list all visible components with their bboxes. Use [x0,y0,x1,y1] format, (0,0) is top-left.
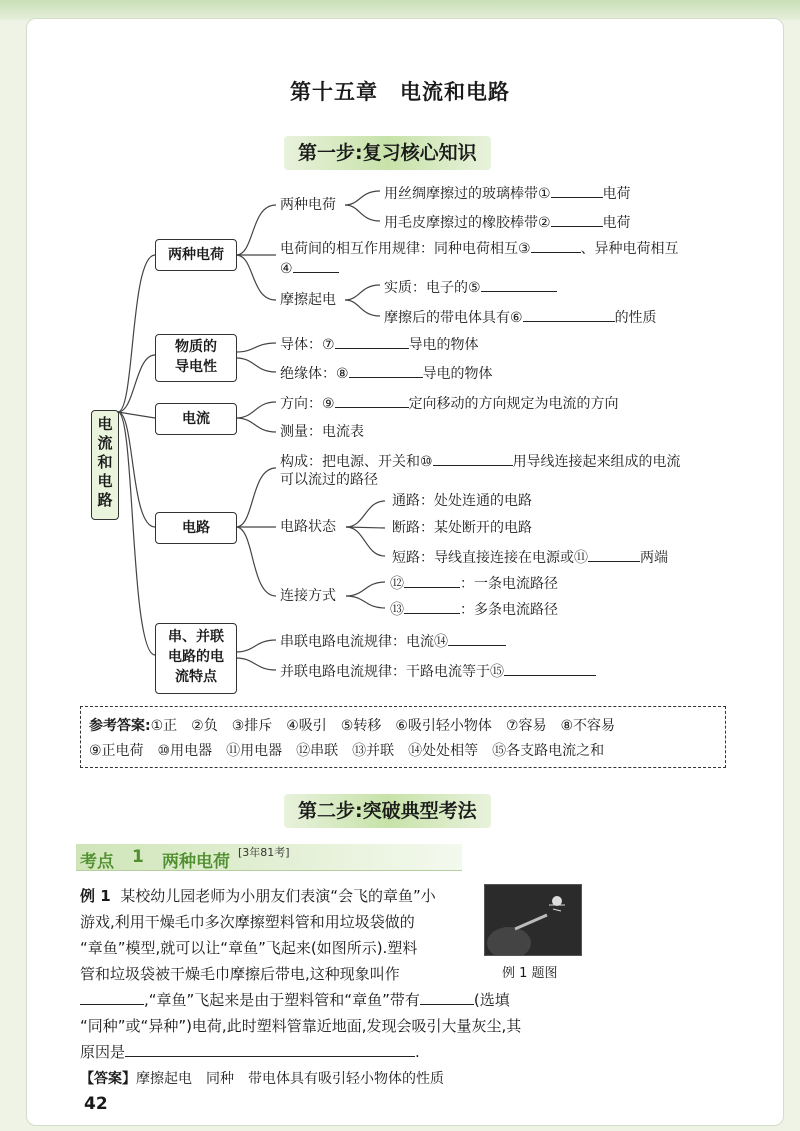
answer-blank [523,307,615,322]
leaf-text: ⑬ [390,602,404,618]
example-answer [80,1068,444,1088]
example-line-1 [80,885,436,906]
leaf-text: 导体：⑦ [280,337,335,353]
answer-blank [481,277,557,292]
branch-current: 电流 [155,403,237,435]
root-node [91,410,119,520]
example-text: ,“章鱼”飞起来是由于塑料管和“章鱼”带有 [144,991,420,1009]
leaf-charged-property [384,307,657,327]
example-text: . [415,1043,420,1061]
example-line-2: 游戏,利用干燥毛巾多次摩擦塑料管和用垃圾袋做的 [80,913,415,931]
leaf-parallel [390,599,558,619]
leaf-text: 摩擦后的带电体具有⑥ [384,310,523,326]
leaf-text: 、异种电荷相互 [580,241,679,257]
leaf-text: ④ [280,261,293,277]
answer-blank [588,547,640,562]
branch-line: 物质的 [175,339,217,355]
leaf-text: ：多条电流路径 [460,602,558,618]
root-char: 电 [97,415,113,433]
leaf-text: 定向移动的方向规定为电流的方向 [408,396,619,412]
leaf-measurement: 测量：电流表 [280,424,364,440]
reference-answers [80,706,726,768]
answers-text: ①正 ②负 ③排斥 ④吸引 ⑤转移 ⑥吸引轻小物体 ⑦容易 ⑧不容易 [150,718,616,734]
branch-line: 流特点 [175,669,217,685]
example-line-5 [80,989,510,1010]
leaf-text: 串联电路电流规律：电流⑭ [280,634,448,650]
topic-header [76,844,462,871]
leaf-series [390,573,558,593]
leaf-text: 电荷 [602,215,631,231]
leaf-text: 的性质 [614,310,657,326]
leaf-interaction-4 [280,258,339,278]
branch-line: 电路的电 [168,649,224,665]
leaf-text: 短路：导线直接连接在电源或⑪ [392,550,588,566]
leaf-text: 实质：电子的⑤ [384,280,481,296]
leaf-text: 导电的物体 [422,366,493,382]
answer-blank [349,363,423,378]
leaf-series-rule [280,631,506,651]
branch-series-parallel [155,623,237,694]
example-line-7 [80,1041,420,1062]
leaf-text: 用丝绸摩擦过的玻璃棒带① [384,186,551,202]
answer-text: 摩擦起电 同种 带电体具有吸引轻小物体的性质 [136,1071,444,1087]
leaf-text: 方向：⑨ [280,396,335,412]
answer-blank [404,573,460,588]
node-two-charges: 两种电荷 [280,197,336,213]
figure-caption: 例 1 题图 [502,966,558,981]
leaf-direction [280,393,619,413]
page-number: 42 [84,1094,108,1114]
leaf-open-circuit: 断路：某处断开的电路 [392,520,532,536]
answer-blank [448,631,506,646]
answer-blank [420,990,474,1005]
topic-title: 两种电荷 [162,852,230,872]
answers-line-1 [89,715,615,735]
answer-blank [551,212,603,227]
answer-blank [293,258,339,273]
example-line-4: 管和垃圾袋被干燥毛巾摩擦后带电,这种现象叫作 [80,965,400,983]
example-text: 原因是 [80,1043,126,1061]
answer-blank [433,451,513,466]
chapter-title: 第十五章 电流和电路 [290,80,510,104]
root-char: 路 [97,491,113,509]
answer-blank [551,183,603,198]
leaf-rubber-rod [384,212,631,232]
branch-two-charges: 两种电荷 [155,239,237,271]
leaf-insulator [280,363,493,383]
answer-tag: 【答案】 [80,1071,136,1087]
leaf-glass-rod [384,183,631,203]
leaf-text: 用毛皮摩擦过的橡胶棒带② [384,215,551,231]
node-connection-mode: 连接方式 [280,588,336,604]
branch-conductivity [155,334,237,382]
leaf-text: 电荷 [602,186,631,202]
leaf-composition [280,451,681,471]
leaf-parallel-rule [280,661,596,681]
answer-blank [335,334,409,349]
leaf-essence [384,277,557,297]
answers-line-2: ⑨正电荷 ⑩用电器 ⑪用电器 ⑫串联 ⑬并联 ⑭处处相等 ⑮各支路电流之和 [89,743,605,759]
answer-blank [335,393,409,408]
branch-line: 导电性 [175,359,217,375]
leaf-text: ：一条电流路径 [460,576,558,592]
answer-blank [125,1042,415,1057]
answer-blank [531,238,581,253]
leaf-text: 并联电路电流规律：干路电流等于⑮ [280,664,504,680]
step1-heading: 第一步:复习核心知识 [284,136,491,170]
branch-circuit: 电路 [155,512,237,544]
photo-scene-icon [485,885,581,955]
step2-heading: 第二步:突破典型考法 [284,794,491,828]
leaf-composition-2: 可以流过的路径 [280,472,378,488]
example-photo [484,884,582,956]
leaf-text: 导电的物体 [408,337,479,353]
example-text: (选填 [473,991,510,1009]
leaf-text: ⑫ [390,576,404,592]
answer-blank [504,661,596,676]
answers-label: 参考答案: [89,718,151,734]
example-line-3: “章鱼”模型,就可以让“章鱼”飞起来(如图所示).塑料 [80,939,418,957]
answer-blank [404,599,460,614]
branch-line: 串、并联 [168,629,224,645]
leaf-text: 用导线连接起来组成的电流 [512,454,681,470]
answer-blank [80,990,144,1005]
topic-number: 1 [132,847,144,867]
root-char: 流 [97,434,113,452]
example-text: 某校幼儿园老师为小朋友们表演“会飞的章鱼”小 [120,887,436,905]
leaf-text: 电荷间的相互作用规律：同种电荷相互③ [280,241,531,257]
leaf-text: 构成：把电源、开关和⑩ [280,454,433,470]
example-label: 例 1 [80,887,111,905]
node-circuit-state: 电路状态 [280,519,336,535]
leaf-text: 两端 [640,550,668,566]
leaf-text: 绝缘体：⑧ [280,366,349,382]
node-friction-charging: 摩擦起电 [280,292,336,308]
root-char: 和 [97,453,113,471]
leaf-conductor [280,334,479,354]
topic-tag: 考点 [80,852,114,872]
leaf-short-circuit [392,547,668,567]
example-line-6: “同种”或“异种”)电荷,此时塑料管靠近地面,发现会吸引大量灰尘,其 [80,1017,522,1035]
root-char: 电 [97,472,113,490]
topic-frequency: [3年81考] [238,846,290,859]
leaf-closed-circuit: 通路：处处连通的电路 [392,493,532,509]
leaf-interaction-rule [280,238,679,258]
